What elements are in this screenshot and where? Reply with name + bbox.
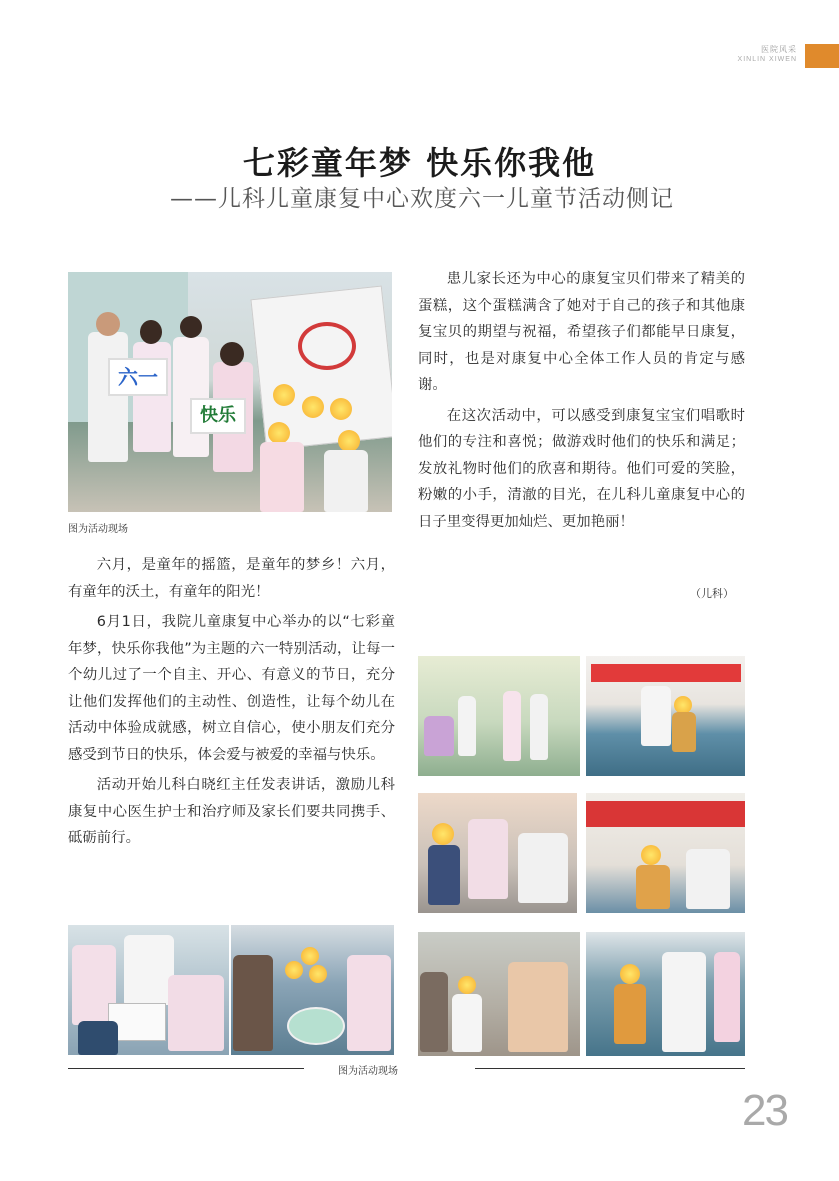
header-accent-bar: [805, 44, 839, 68]
paragraph: 六月，是童年的摇篮，是童年的梦乡！六月，有童年的沃土，有童年的阳光！: [68, 557, 395, 600]
paragraph: 在这次活动中，可以感受到康复宝宝们唱歌时他们的专注和喜悦；做游戏时他们的快乐和满足；发放礼物时他们的欣喜和期待。他们可爱的笑脸，粉嫩的小手，清澈的目光，在儿科儿童康复中心的日子里变得更加灿烂、更加艳丽！: [418, 407, 745, 530]
header-column-name-en: XINLIN XIWEN: [737, 56, 797, 63]
page-number: 23: [742, 1086, 787, 1135]
right-column: [418, 266, 745, 539]
sign-liuyi: 六一: [108, 358, 168, 396]
activity-photo-1: [418, 656, 580, 776]
divider-left: [68, 1068, 304, 1069]
activity-photo-7: [68, 925, 229, 1055]
sign-kuaile: 快乐: [190, 398, 246, 434]
header-column-name: 医院风采: [761, 45, 797, 54]
paragraph: 患儿家长还为中心的康复宝贝们带来了精美的蛋糕，这个蛋糕满含了她对于自己的孩子和其他康复宝贝的期望与祝福，希望孩子们都能早日康复，同时，也是对康复中心全体工作人员的肯定与感谢。: [418, 271, 745, 393]
activity-photo-3: [418, 793, 577, 913]
activity-photo-5: [418, 932, 580, 1056]
activity-photo-2: [586, 656, 745, 776]
paragraph: 活动开始儿科白晓红主任发表讲话，激励儿科康复中心医生护士和治疗师及家长们要共同携手、砥砺前行。: [68, 777, 395, 846]
activity-photo-4: [586, 793, 745, 913]
top-photo-caption: 图为活动现场: [68, 524, 128, 535]
article-subtitle: ——儿科儿童康复中心欢度六一儿童节活动侧记: [170, 186, 674, 212]
author-credit: （儿科）: [690, 587, 734, 600]
group-photo: [68, 272, 392, 512]
activity-photo-6: [586, 932, 745, 1056]
paragraph: 6月1日，我院儿童康复中心举办的以“七彩童年梦，快乐你我他”为主题的六一特别活动，让每一个幼儿过了一个自主、开心、有意义的节日，充分让他们发挥他们的主动性、创造性，让每个幼儿在活动中体验成就感，树立自信心，使小朋友们充分感受到节日的快乐，体会爱与被爱的幸福与快乐。: [68, 614, 395, 763]
divider-right: [475, 1068, 745, 1069]
article-title: 七彩童年梦 快乐你我他: [242, 144, 597, 182]
cake: [287, 1007, 345, 1045]
bottom-photos-caption: 图为活动现场: [338, 1066, 398, 1077]
left-column: [68, 552, 395, 856]
activity-photo-8: [231, 925, 394, 1055]
heart-logo: [298, 322, 356, 370]
